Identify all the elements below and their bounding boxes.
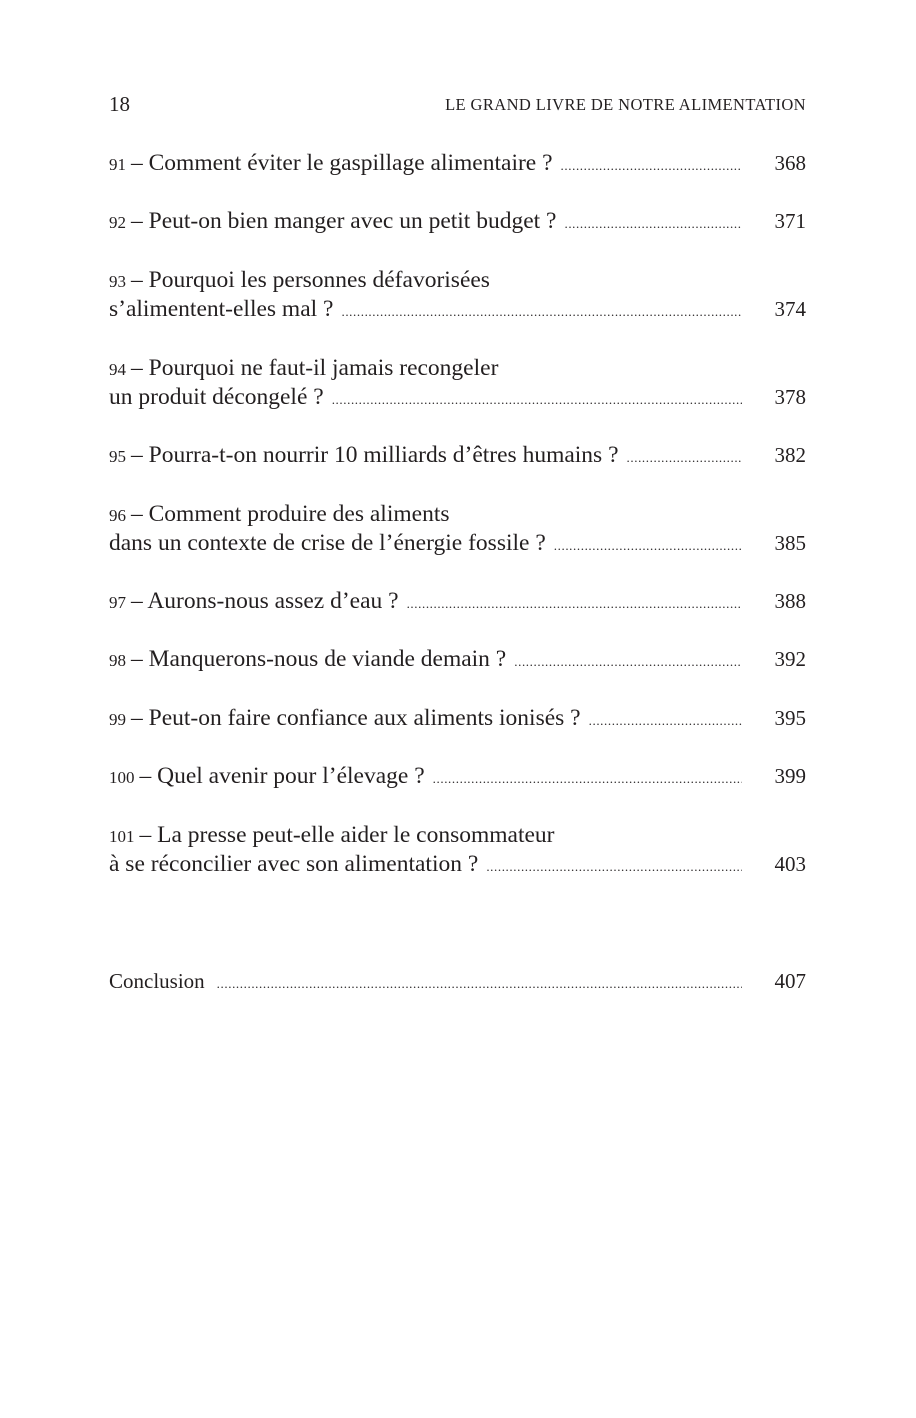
entry-title: – Comment éviter le gaspillage alimentaire ?	[131, 150, 553, 176]
entry-page: 385	[774, 531, 806, 555]
toc-entry[interactable]	[109, 821, 806, 879]
entry-page: 378	[774, 385, 806, 409]
entry-title: – Quel avenir pour l’élevage ?	[139, 763, 425, 789]
entry-title: – Pourquoi les personnes défavorisées	[131, 267, 490, 293]
running-title: LE GRAND LIVRE DE NOTRE ALIMENTATION	[445, 95, 806, 114]
entry-title-continuation: un produit décongelé ?	[109, 384, 324, 410]
entry-number: 94	[109, 360, 126, 379]
toc-entry[interactable]	[109, 207, 806, 236]
toc-entry[interactable]	[109, 645, 806, 674]
entry-title: – Peut-on faire confiance aux aliments ionisés ?	[131, 705, 581, 731]
dot-leader	[332, 385, 742, 414]
dot-leader	[561, 151, 742, 180]
dot-leader	[564, 209, 742, 238]
entry-page: 374	[774, 297, 806, 321]
entry-title: – Pourra-t-on nourrir 10 milliards d’êtres humains ?	[131, 442, 619, 468]
toc-entry[interactable]	[109, 704, 806, 733]
entry-title: – Pourquoi ne faut-il jamais recongeler	[131, 355, 499, 381]
entry-title: – Comment produire des aliments	[131, 501, 450, 527]
dot-leader	[589, 706, 742, 735]
page-number: 18	[109, 92, 130, 116]
entry-number: 93	[109, 272, 126, 291]
entry-page: 371	[774, 209, 806, 233]
toc-entry[interactable]	[109, 149, 806, 178]
entry-number: 98	[109, 651, 126, 670]
entry-page: 368	[774, 151, 806, 175]
dot-leader	[627, 443, 742, 472]
entry-number: 92	[109, 213, 126, 232]
entry-number: 101	[109, 827, 135, 846]
dot-leader	[486, 852, 742, 881]
toc-entry[interactable]	[109, 441, 806, 470]
dot-leader	[514, 647, 742, 676]
entry-title: – Aurons-nous assez d’eau ?	[131, 588, 399, 614]
entry-title-continuation: à se réconcilier avec son alimentation ?	[109, 851, 479, 877]
toc-entry[interactable]	[109, 587, 806, 616]
toc-entry[interactable]	[109, 266, 806, 324]
entry-number: 91	[109, 155, 126, 174]
entry-number: 99	[109, 710, 126, 729]
entry-page: 388	[774, 589, 806, 613]
entry-page: 392	[774, 647, 806, 671]
entry-number: 100	[109, 768, 135, 787]
entry-title-continuation: s’alimentent-elles mal ?	[109, 296, 334, 322]
entry-page: 382	[774, 443, 806, 467]
entry-number: 97	[109, 593, 126, 612]
dot-leader	[217, 969, 742, 998]
dot-leader	[433, 764, 742, 793]
entry-title: – La presse peut-elle aider le consommateur	[139, 822, 555, 848]
entry-page: 395	[774, 706, 806, 730]
dot-leader	[554, 531, 742, 560]
toc-entry-conclusion[interactable]	[109, 967, 806, 996]
toc-entry[interactable]	[109, 500, 806, 558]
entry-number: 95	[109, 447, 126, 466]
toc-entry[interactable]	[109, 762, 806, 791]
entry-title-continuation: dans un contexte de crise de l’énergie fossile ?	[109, 530, 546, 556]
entry-number: 96	[109, 506, 126, 525]
entry-title: – Manquerons-nous de viande demain ?	[131, 646, 507, 672]
entry-page: 399	[774, 764, 806, 788]
page-header	[109, 92, 806, 120]
entry-title: – Peut-on bien manger avec un petit budget ?	[131, 208, 557, 234]
entry-page: 403	[774, 852, 806, 876]
conclusion-label: Conclusion	[109, 969, 205, 993]
conclusion-page: 407	[774, 969, 806, 993]
dot-leader	[407, 589, 742, 618]
toc-entry[interactable]	[109, 354, 806, 412]
dot-leader	[341, 297, 742, 326]
